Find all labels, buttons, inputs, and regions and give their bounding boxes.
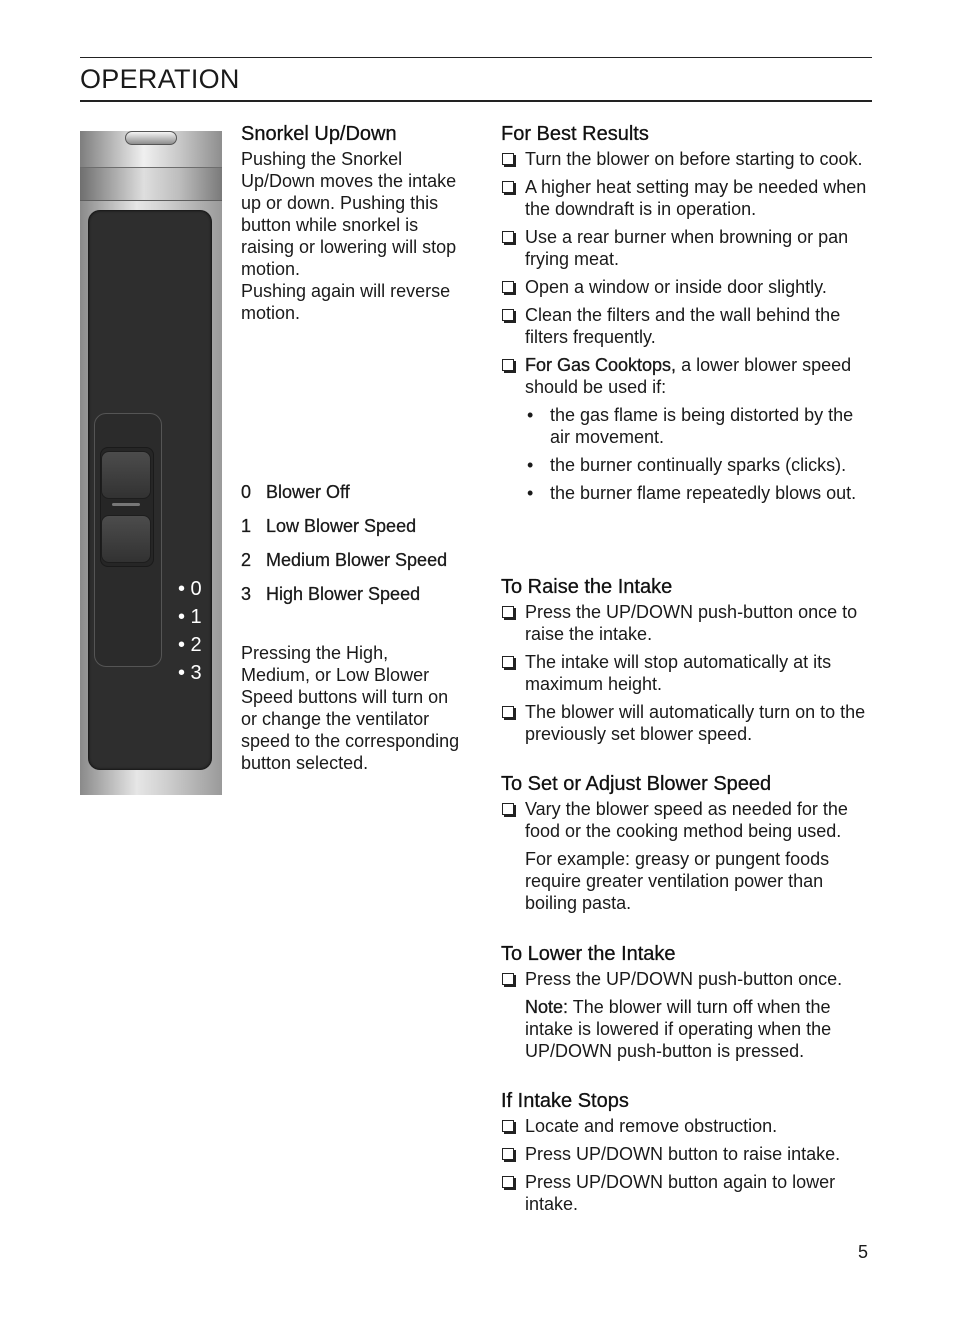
- list-item: Open a window or inside door slightly.: [501, 276, 873, 298]
- adjust-example: For example: greasy or pungent foods require greater ventilation power than boiling pasta.: [525, 849, 830, 913]
- list-item: A higher heat setting may be needed when the downdraft is in operation.: [501, 176, 873, 220]
- speed-item: [241, 481, 461, 503]
- speed-number: 1: [241, 516, 252, 536]
- control-panel-illustration: [80, 131, 222, 795]
- gas-label: For Gas Cooktops,: [525, 355, 677, 375]
- lower-list: [501, 968, 873, 990]
- speed-label: Blower Off: [266, 482, 350, 502]
- list-item: Press UP/DOWN button again to lower intake.: [501, 1171, 873, 1215]
- note-label: Note:: [525, 997, 569, 1017]
- list-item: Press the UP/DOWN push-button once to raise the intake.: [501, 601, 873, 645]
- adjust-heading: To Set or Adjust Blower Speed: [501, 773, 772, 795]
- lower-heading: To Lower the Intake: [501, 943, 676, 965]
- best-results-heading: For Best Results: [501, 123, 649, 145]
- speed-item: [241, 549, 461, 571]
- speed-description: Pressing the High, Medium, or Low Blower Speed buttons will turn on or change the ventilator speed to the corresponding button selected.: [241, 643, 460, 773]
- rocker-down-illustration: [101, 515, 151, 563]
- speed-item: [241, 583, 461, 605]
- speed-mark: • 1: [178, 606, 202, 628]
- best-results-list: [501, 148, 873, 398]
- list-item: Press UP/DOWN button to raise intake.: [501, 1143, 873, 1165]
- raise-heading: To Raise the Intake: [501, 576, 673, 598]
- stops-list: [501, 1115, 873, 1215]
- list-item: Use a rear burner when browning or pan frying meat.: [501, 226, 873, 270]
- list-item: Turn the blower on before starting to cook.: [501, 148, 873, 170]
- page-title: OPERATION: [80, 64, 240, 94]
- list-item: The blower will automatically turn on to the previously set blower speed.: [501, 701, 873, 745]
- list-item: The intake will stop automatically at its maximum height.: [501, 651, 873, 695]
- speed-mark: • 3: [178, 662, 202, 684]
- list-item: Press the UP/DOWN push-button once.: [501, 968, 873, 990]
- adjust-list: [501, 798, 873, 842]
- snorkel-para-2: Pushing again will reverse motion.: [241, 281, 451, 323]
- speed-label: High Blower Speed: [266, 584, 421, 604]
- best-results-section: [501, 120, 873, 510]
- speed-number: 2: [241, 550, 252, 570]
- speed-marks: [178, 575, 202, 687]
- list-item: Clean the filters and the wall behind the filters frequently.: [501, 304, 873, 348]
- stops-heading: If Intake Stops: [501, 1090, 629, 1112]
- header-rule-top: [80, 57, 872, 58]
- speed-mark: • 0: [178, 578, 202, 600]
- sub-list-item: • the gas flame is being distorted by the air movement.: [501, 404, 873, 448]
- stops-section: [501, 1087, 873, 1221]
- gas-sub-list: [501, 404, 873, 504]
- raise-list: [501, 601, 873, 745]
- raise-section: [501, 573, 873, 751]
- page-number: 5: [858, 1242, 869, 1262]
- panel-band: [80, 168, 222, 201]
- header-rule-bottom: [80, 100, 872, 102]
- sub-list-item: • the burner continually sparks (clicks).: [501, 454, 873, 476]
- list-item-gas: [501, 354, 873, 398]
- snorkel-button-illustration: [125, 131, 177, 145]
- speed-item: [241, 515, 461, 537]
- snorkel-section: [241, 120, 461, 324]
- gas-text: a lower blower speed should be used if:: [525, 355, 852, 397]
- speed-label: Low Blower Speed: [266, 516, 417, 536]
- rocker-up-illustration: [101, 451, 151, 499]
- list-item: Locate and remove obstruction.: [501, 1115, 873, 1137]
- lower-section: [501, 940, 873, 1062]
- lower-note: [501, 996, 873, 1062]
- speed-number: 3: [241, 584, 252, 604]
- speed-number: 0: [241, 482, 252, 502]
- snorkel-para-1: Pushing the Snorkel Up/Down moves the intake up or down. Pushing this button while snorkel is raising or lowering will stop motion.: [241, 149, 457, 279]
- speed-label: Medium Blower Speed: [266, 550, 448, 570]
- rocker-divider: [112, 503, 140, 506]
- note-text: The blower will turn off when the intake is lowered if operating when the UP/DOWN push-button is pressed.: [525, 997, 832, 1061]
- snorkel-heading: Snorkel Up/Down: [241, 123, 397, 145]
- list-item: Vary the blower speed as needed for the food or the cooking method being used.: [501, 798, 873, 842]
- speed-list: [241, 481, 461, 617]
- speed-mark: • 2: [178, 634, 202, 656]
- adjust-section: [501, 770, 873, 914]
- sub-list-item: • the burner flame repeatedly blows out.: [501, 482, 873, 504]
